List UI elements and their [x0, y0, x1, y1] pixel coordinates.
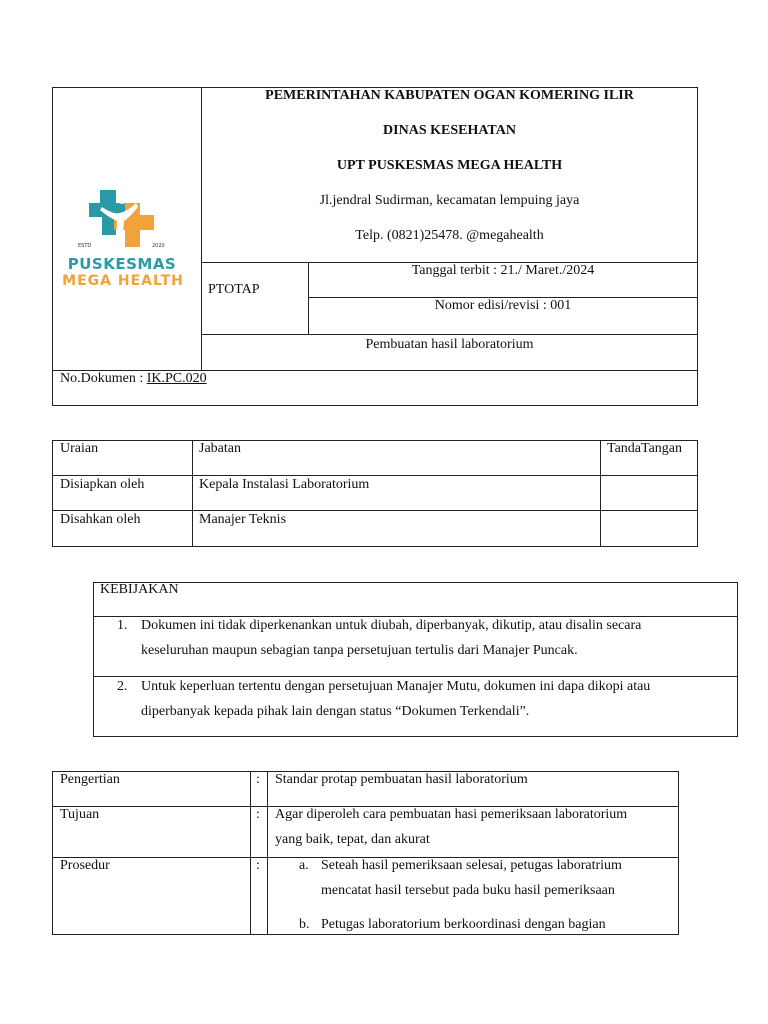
doc-number-label: No.Dokumen :	[60, 371, 147, 386]
approval-col-divider-1	[192, 440, 193, 547]
approval-header-uraian: Uraian	[60, 441, 99, 456]
purpose-colon: :	[256, 807, 260, 822]
puskesmas-logo	[62, 185, 192, 290]
approval-col-divider-2	[600, 440, 601, 547]
definition-label: Pengertian	[60, 772, 120, 787]
purpose-line2: yang baik, tepat, dan akurat	[275, 832, 430, 847]
policy-item2-line1: Untuk keperluan tertentu dengan persetujuan Manajer Mutu, dokumen ini dapa dikopi atau	[141, 679, 651, 694]
approval-row2-position: Manajer Teknis	[199, 512, 287, 527]
policy-item2-num: 2.	[117, 679, 128, 694]
policy-item1-num: 1.	[117, 618, 128, 633]
approval-row2-label: Disahkan oleh	[60, 512, 141, 527]
procedure-step-b-letter: b.	[299, 917, 310, 932]
header-phone: Telp. (0821)25478. @megahealth	[355, 228, 544, 243]
procedure-step-b-line1: Petugas laboratorium berkoordinasi dengan bagian	[321, 917, 606, 932]
procedure-step-a-letter: a.	[299, 858, 309, 873]
doc-type: PTOTAP	[208, 282, 260, 297]
approval-header-signature: TandaTangan	[607, 441, 683, 456]
header-line1: PEMERINTAHAN KABUPATEN OGAN KOMERING ILIR	[265, 88, 634, 103]
procedure-label: Prosedur	[60, 858, 110, 873]
purpose-line1: Agar diperoleh cara pembuatan hasi pemeriksaan laboratorium	[275, 807, 628, 822]
policy-item1-line1: Dokumen ini tidak diperkenankan untuk diubah, diperbanyak, dikutip, atau disalin secara	[141, 618, 642, 633]
approval-row1-position: Kepala Instalasi Laboratorium	[199, 477, 370, 492]
policy-item1-line2: keseluruhan maupun sebagian tanpa persetujuan tertulis dari Manajer Puncak.	[141, 643, 578, 658]
logo-name2: MEGA HEALTH	[62, 273, 184, 289]
approval-row1-label: Disiapkan oleh	[60, 477, 145, 492]
procedure-step-a-line1: Seteah hasil pemeriksaan selesai, petugas laboratrium	[321, 858, 622, 873]
policy-item2-line2: diperbanyak kepada pihak lain dengan status “Dokumen Terkendali”.	[141, 704, 530, 719]
header-line2: DINAS KESEHATAN	[383, 123, 516, 138]
approval-row-divider-1	[52, 475, 698, 476]
approval-row-divider-2	[52, 510, 698, 511]
issue-date: Tanggal terbit : 21./ Maret./2024	[411, 263, 595, 278]
definition-value: Standar protap pembuatan hasil laboratorium	[275, 772, 528, 787]
details-col-divider-2	[267, 771, 268, 935]
procedure-step-a-line2: mencatat hasil tersebut pada buku hasil pemeriksaan	[321, 883, 615, 898]
approval-header-jabatan: Jabatan	[199, 441, 241, 456]
logo-year: 2020	[152, 243, 165, 249]
doc-number	[60, 371, 207, 387]
doc-number-value: IK.PC.020	[146, 371, 207, 386]
logo-estd: ESTD	[78, 243, 92, 249]
approval-table	[52, 440, 698, 547]
procedure-colon: :	[256, 858, 260, 873]
purpose-label: Tujuan	[60, 807, 100, 822]
header-address: Jl.jendral Sudirman, kecamatan lempuing jaya	[319, 193, 580, 208]
details-col-divider-1	[250, 771, 251, 935]
doc-title: Pembuatan hasil laboratorium	[365, 337, 534, 352]
definition-colon: :	[256, 772, 260, 787]
header-line3: UPT PUSKESMAS MEGA HEALTH	[336, 158, 563, 173]
details-table	[52, 771, 679, 935]
header-divider-2	[201, 334, 698, 335]
policy-title: KEBIJAKAN	[100, 582, 179, 597]
logo-name1: PUSKESMAS	[67, 255, 177, 273]
edition-number: Nomor edisi/revisi : 001	[434, 298, 572, 313]
